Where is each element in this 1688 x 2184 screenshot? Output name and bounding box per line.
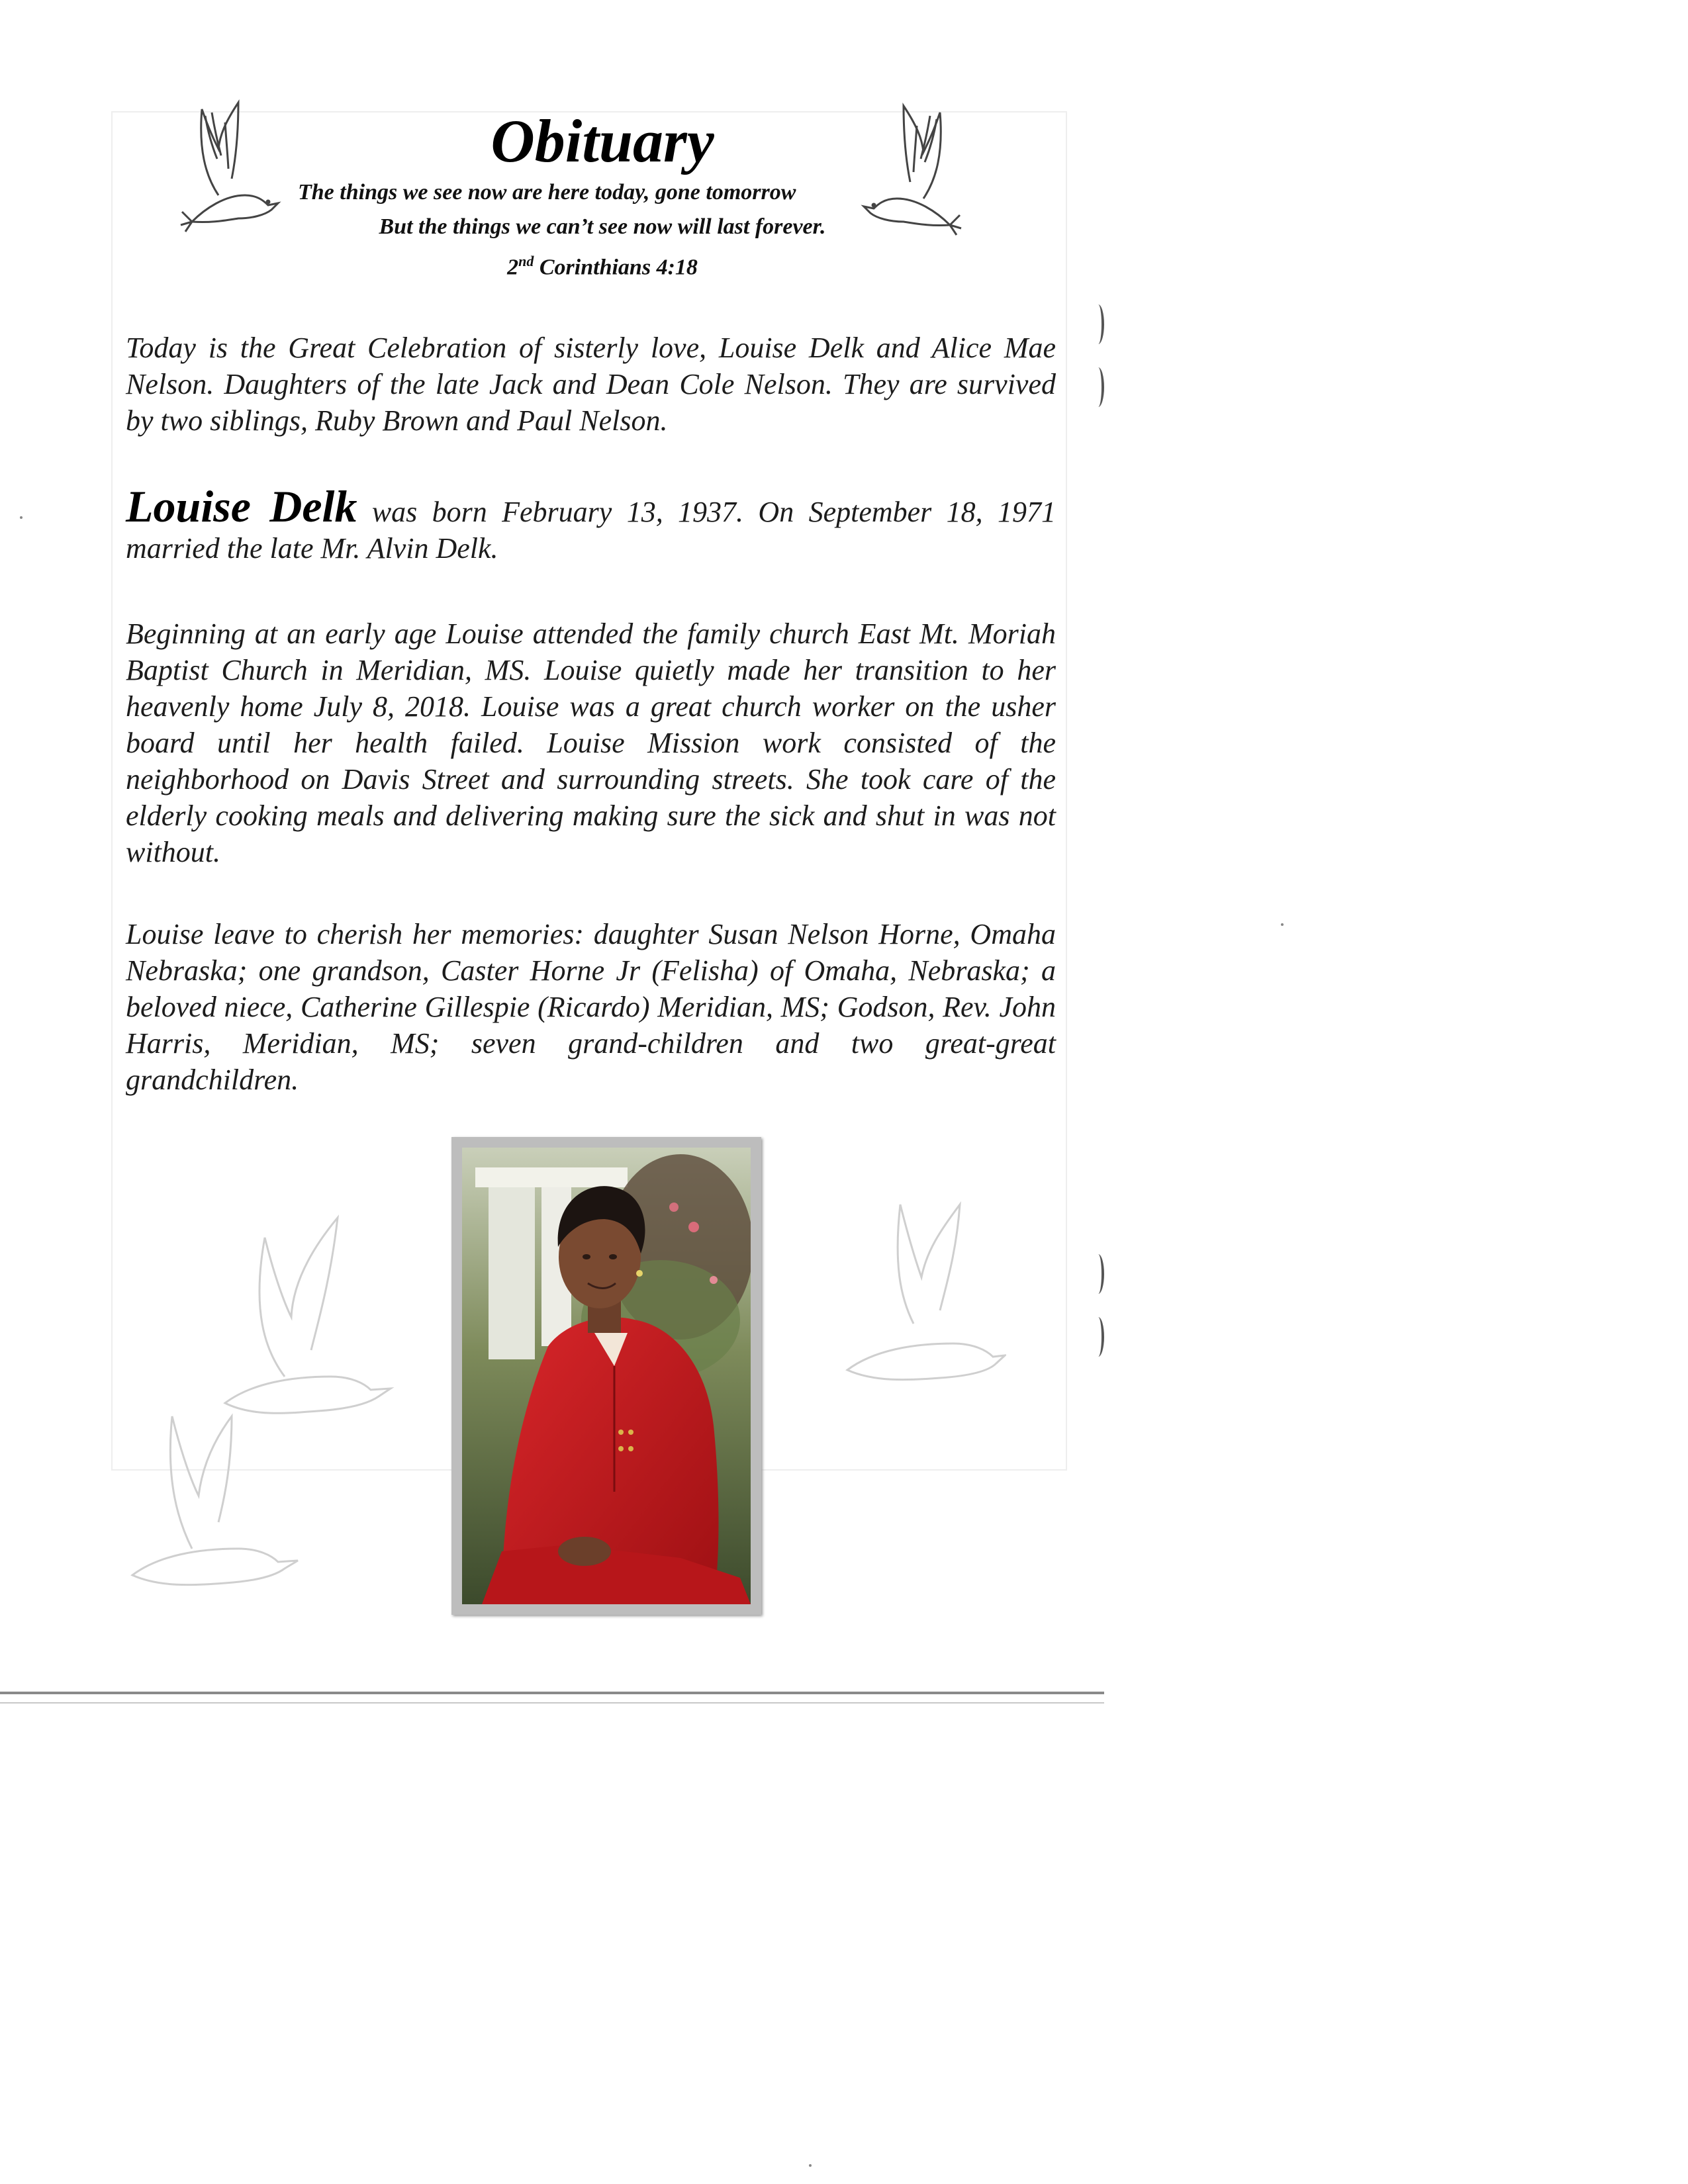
verse-line-2: But the things we can’t see now will last forever. <box>379 214 826 239</box>
survivors-paragraph: Louise leave to cherish her memories: daughter Susan Nelson Horne, Omaha Nebraska; one grandson, Caster Horne Jr (Felisha) of Omaha, Nebraska; a beloved niece, Catherine Gillespie (Ricardo) Meridian, MS; Godson, Rev. John Harris, Meridian, MS; seven grand-children and two great-great grandchildren. <box>126 918 1056 1096</box>
binding-mark <box>1092 367 1104 407</box>
binding-mark <box>1092 1254 1104 1294</box>
verse-ref-suffix: nd <box>518 253 534 269</box>
page-edge-shadow <box>0 1702 1104 1704</box>
verse-reference <box>278 244 927 285</box>
bio-text: was born February 13, 1937. On September 18, 1971 married the late Mr. Alvin Delk. <box>126 496 1056 565</box>
verse-ref-book: Corinthians 4:18 <box>539 255 698 280</box>
scan-speck <box>1281 923 1284 926</box>
bio-paragraph <box>126 481 1056 567</box>
deceased-name: Louise Delk <box>126 481 357 531</box>
binding-mark <box>1092 1317 1104 1357</box>
page-edge <box>0 1692 1104 1694</box>
intro-paragraph: Today is the Great Celebration of sisterly love, Louise Delk and Alice Mae Nelson. Daughters of the late Jack and Dean Cole Nelson. They are survived by two siblings, Ruby Brown and Paul Nelson. <box>126 332 1056 437</box>
scan-speck <box>809 2164 812 2167</box>
scripture-verse <box>278 175 927 285</box>
verse-line-1: The things we see now are here today, gone tomorrow <box>298 180 796 205</box>
church-paragraph: Beginning at an early age Louise attended the family church East Mt. Moriah Baptist Church in Meridian, MS. Louise quietly made her transition to her heavenly home July 8, 2018. Louise was a great church worker on the usher board until her health failed. Louise Mission work consisted of the neighborhood on Davis Street and surrounding streets. She took care of the elderly cooking meals and delivering making sure the sick and shut in was not without. <box>126 617 1056 868</box>
portrait-photo-frame <box>451 1137 761 1615</box>
page-title: Obituary <box>491 107 714 175</box>
verse-ref-number: 2 <box>507 255 519 280</box>
scan-speck <box>20 516 23 519</box>
faint-dove-icon <box>834 1191 1006 1403</box>
binding-mark <box>1092 304 1104 344</box>
faint-dove-icon <box>119 1178 437 1588</box>
dove-icon <box>179 96 291 235</box>
portrait-photo <box>462 1148 751 1604</box>
